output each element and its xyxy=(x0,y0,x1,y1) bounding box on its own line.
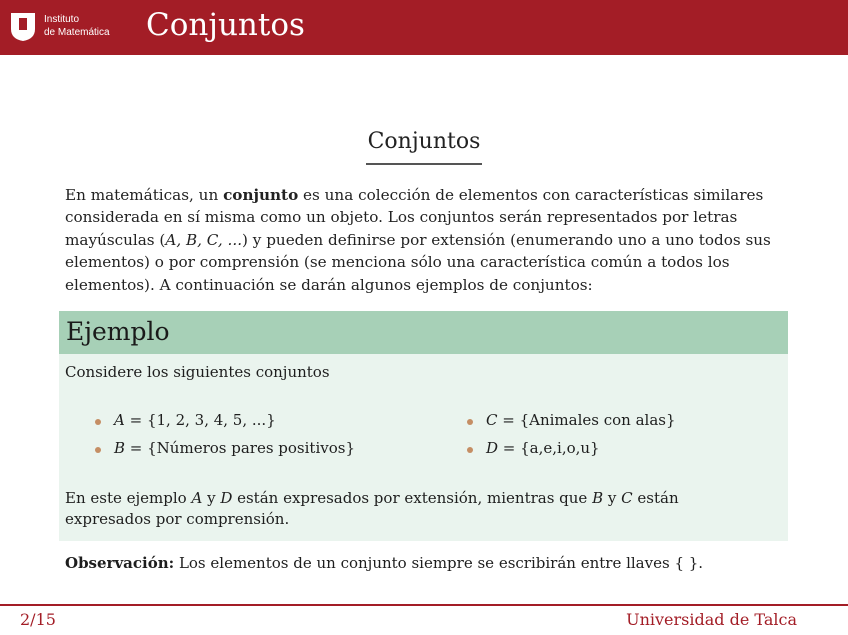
note-text: y xyxy=(603,489,622,507)
bullet-icon xyxy=(467,419,473,425)
logo-line-1: Instituto xyxy=(44,14,80,25)
bullet-icon xyxy=(467,447,473,453)
note-var: A xyxy=(191,489,203,507)
intro-math-sets: A, B, C, ... xyxy=(165,230,243,249)
bullet-icon xyxy=(95,447,101,453)
header-title: Conjuntos xyxy=(146,7,305,43)
set-definition: = {1, 2, 3, 4, 5, ...} xyxy=(124,411,276,429)
note-var: D xyxy=(220,489,233,507)
example-title: Ejemplo xyxy=(66,317,170,346)
footer-divider xyxy=(0,604,848,606)
note-var: B xyxy=(592,489,604,507)
slide-title: Conjuntos xyxy=(367,129,481,154)
set-definition: = {a,e,i,o,u} xyxy=(498,439,600,457)
set-var: C xyxy=(486,411,498,429)
intro-text-2: es una colección de elementos con características similares considerada en sí misma como un objeto. Los conjuntos serán representados por letras mayúsculas ( xyxy=(65,186,764,249)
set-var: A xyxy=(114,411,125,429)
institution-name: Universidad de Talca xyxy=(626,610,797,629)
note-text: están expresados por comprensión. xyxy=(65,489,679,528)
example-block-header xyxy=(59,311,788,354)
note-text: y xyxy=(202,489,221,507)
set-definition: = {Números pares positivos} xyxy=(125,439,355,457)
note-var: C xyxy=(621,489,633,507)
observation-label: Observación: xyxy=(65,554,175,572)
observation-text: Los elementos de un conjunto siempre se escribirán entre llaves { }. xyxy=(174,554,704,572)
intro-text-1: En matemáticas, un xyxy=(65,186,224,204)
intro-bold-term: conjunto xyxy=(223,186,299,204)
intro-text-3: ) y pueden definirse por extensión (enumerando uno a uno todos sus elementos) o por comprensión (se menciona sólo una característica común a todos los elementos). A continuación se darán algunos ejemplos de conjuntos: xyxy=(65,230,771,294)
set-definition: = {Animales con alas} xyxy=(497,411,676,429)
logo-text xyxy=(44,13,110,39)
set-item-d xyxy=(486,437,600,459)
set-var: D xyxy=(486,439,499,457)
bullet-icon xyxy=(95,419,101,425)
logo-line-2: de Matemática xyxy=(44,27,110,38)
institute-logo xyxy=(10,12,138,44)
set-item-b xyxy=(114,437,355,459)
intro-paragraph xyxy=(65,184,785,296)
note-text: están expresados por extensión, mientras que xyxy=(232,489,593,507)
note-text: En este ejemplo xyxy=(65,489,192,507)
title-underline xyxy=(366,163,482,165)
header-bar xyxy=(0,0,848,55)
example-intro: Considere los siguientes conjuntos xyxy=(65,363,330,381)
example-note xyxy=(65,488,765,530)
set-item-c xyxy=(486,409,676,431)
example-block xyxy=(59,311,788,541)
set-var: B xyxy=(114,439,126,457)
observation xyxy=(65,552,703,574)
shield-logo-icon xyxy=(10,12,36,42)
set-item-a xyxy=(114,409,276,431)
page-number: 2/15 xyxy=(20,610,56,629)
